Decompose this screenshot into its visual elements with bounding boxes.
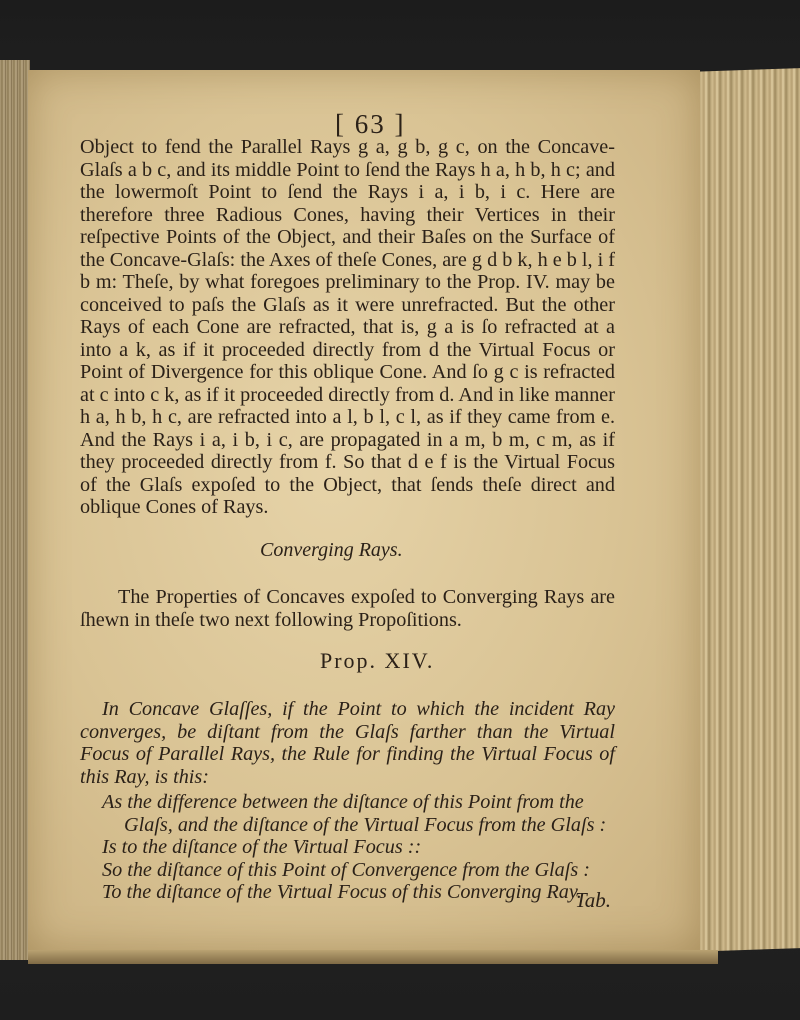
rule-lines: [80, 791, 620, 904]
left-page-edges: [0, 60, 30, 960]
rule-line: To the diſtance of the Virtual Focus of this Converging Ray.: [102, 881, 582, 903]
page-number: [ 63 ]: [335, 109, 406, 139]
catchword: Tab.: [575, 888, 612, 912]
proposition-paragraph: In Concave Glaſſes, if the Point to which the incident Ray converges, be diſtant from the Glaſs farther than the Virtual Focus of Parallel Rays, the Rule for finding the Virtual Focus of this Ray, is this:: [80, 698, 615, 788]
rule-line: Is to the diſtance of the Virtual Focus ::: [102, 836, 422, 858]
rule-line: Glaſs, and the diſtance of the Virtual Focus from the Glaſs :: [124, 813, 607, 836]
section-heading: Converging Rays.: [260, 539, 403, 561]
right-page-edges: [690, 68, 800, 952]
page-bottom-edge: [28, 950, 718, 964]
proposition-heading: Prop. XIV.: [320, 648, 435, 673]
intro-paragraph: The Properties of Concaves expoſed to Converging Rays are ſhewn in theſe two next following Propoſitions.: [80, 586, 615, 631]
body-paragraph: Object to fend the Parallel Rays g a, g b, g c, on the Concave-Glaſs a b c, and its middle Point to ſend the Rays h a, h b, h c; and the lowermoſt Point to ſend the Rays i a, i b, i c. Here are therefore three Radious Cones, having their Vertices in their reſpective Points of the Object, and their Baſes on the Surface of the Concave-Glaſs: the Axes of theſe Cones, are g d b k, h e b l, i f b m: Theſe, by what foregoes preliminary to the Prop. IV. may be conceived to paſs the Glaſs as it were unrefracted. But the other Rays of each Cone are refracted, that is, g a is ſo refracted at a into a k, as if it proceeded directly from d the Virtual Focus or Point of Divergence for this oblique Cone. And ſo g c is refracted at c into c k, as if it proceeded directly from d. And in like manner h a, h b, h c, are refracted into a l, b l, c l, as if they came from e. And the Rays i a, i b, i c, are propagated in a m, b m, c m, as if they proceeded directly from f. So that d e f is the Virtual Focus of the Glaſs expoſed to the Object, that ſends theſe direct and oblique Cones of Rays.: [80, 136, 615, 518]
rule-line: So the diſtance of this Point of Convergence from the Glaſs :: [102, 858, 590, 881]
rule-line: As the difference between the diſtance of this Point from the: [102, 791, 584, 813]
